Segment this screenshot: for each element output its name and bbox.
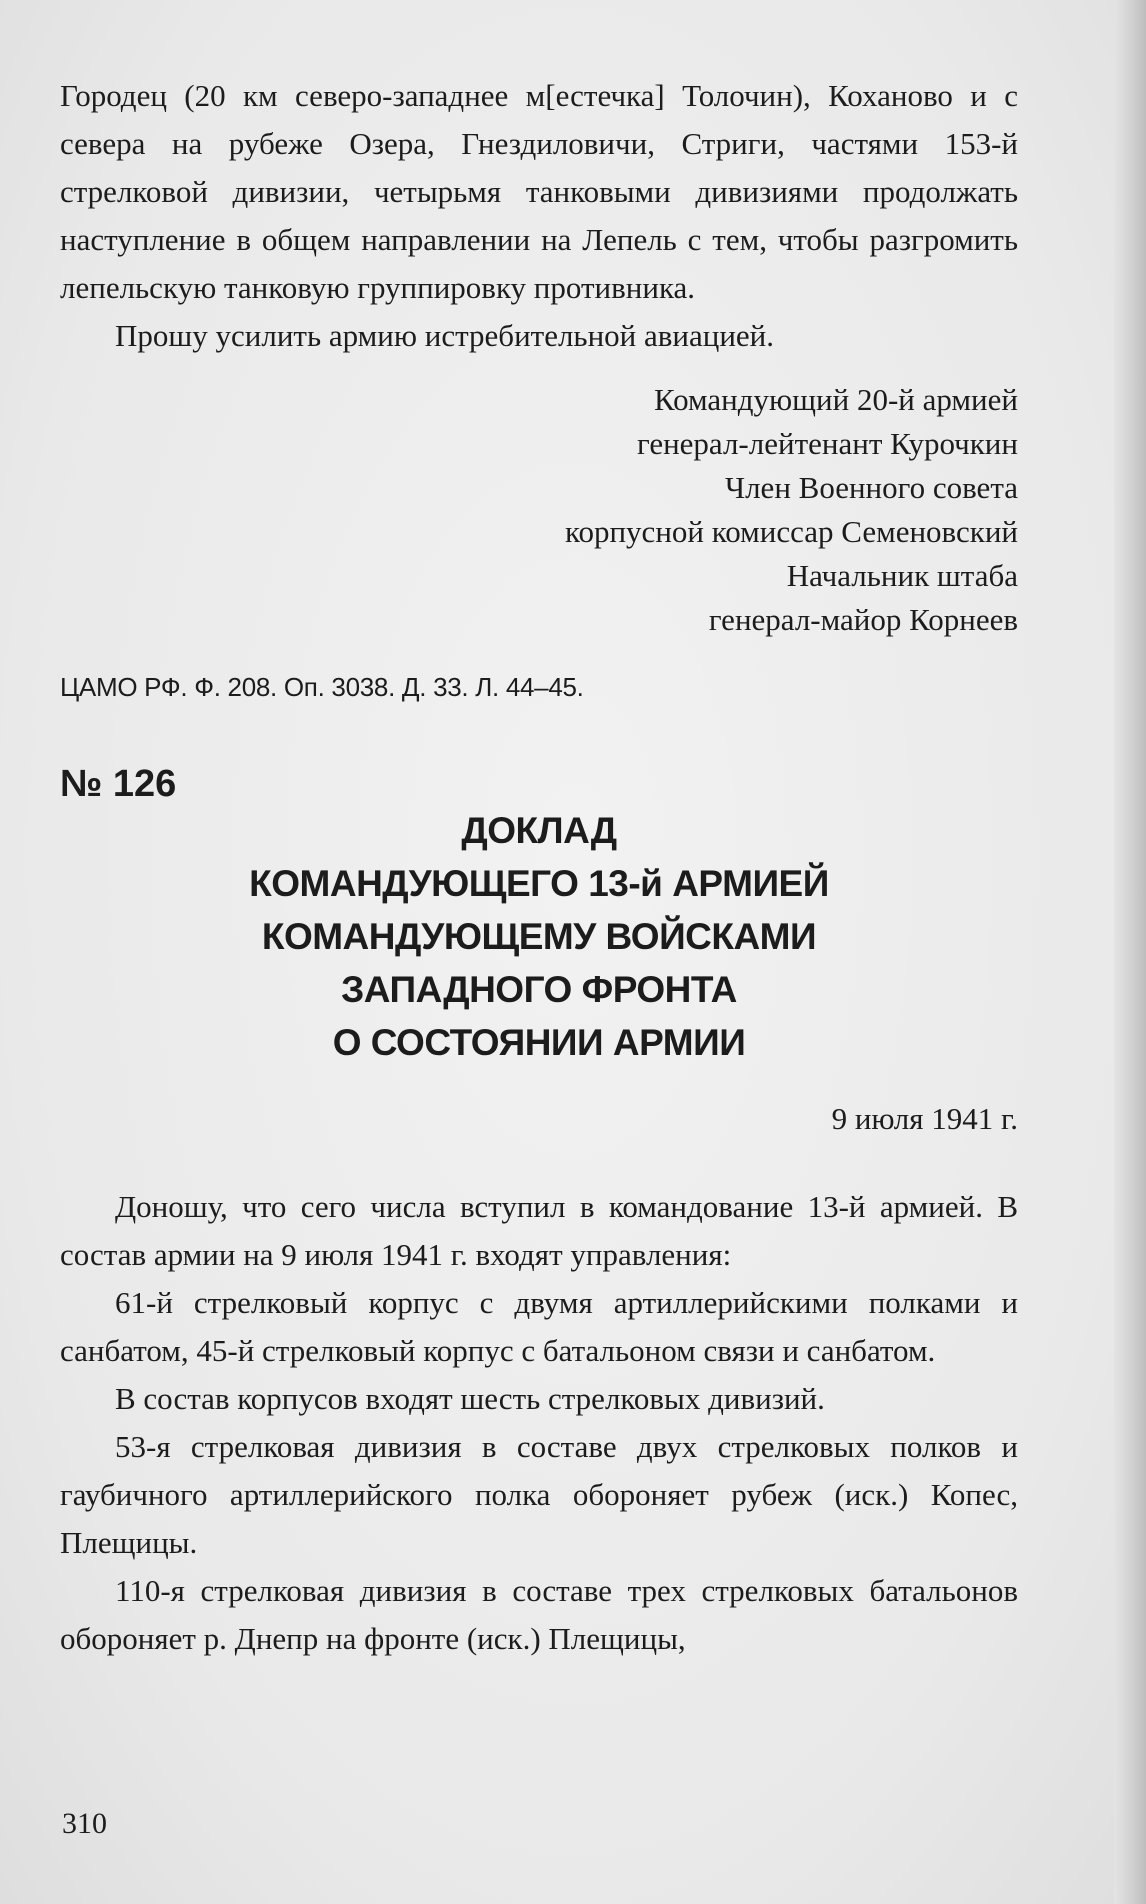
archive-reference: ЦАМО РФ. Ф. 208. Оп. 3038. Д. 33. Л. 44–45. xyxy=(60,672,584,702)
continuation-paragraph: Городец (20 км северо-западнее м[естечка] Толочин), Коханово и с севера на рубеже Озера, Гнездиловичи, Стриги, частями 153-й стрелковой дивизии, четырьмя танковыми дивизиями продолжать наступление в общем направлении на Лепель с тем, чтобы разгромить лепельскую танковую группировку противника. xyxy=(60,78,1018,305)
body-paragraph: В состав корпусов входят шесть стрелковых дивизий. xyxy=(115,1381,825,1416)
body-paragraph: 61-й стрелковый корпус с двумя артиллерийскими полками и санбатом, 45-й стрелковый корпус с батальоном связи и санбатом. xyxy=(60,1285,1018,1368)
title-line: О СОСТОЯНИИ АРМИИ xyxy=(332,1022,746,1063)
document-date: 9 июля 1941 г. xyxy=(831,1101,1018,1136)
title-line: ЗАПАДНОГО ФРОНТА xyxy=(341,969,737,1010)
title-line: КОМАНДУЮЩЕМУ ВОЙСКАМИ xyxy=(261,916,817,957)
body-paragraph: 110-я стрелковая дивизия в составе трех стрелковых батальонов обороняет р. Днепр на фронте (иск.) Плещицы, xyxy=(60,1573,1018,1656)
document-body xyxy=(60,1183,1018,1663)
request-paragraph: Прошу усилить армию истребительной авиацией. xyxy=(115,318,775,353)
page-content xyxy=(60,72,1018,1663)
signature-line: генерал-майор Корнеев xyxy=(708,602,1018,637)
signature-line: корпусной комиссар Семеновский xyxy=(564,514,1018,549)
signature-block xyxy=(60,378,1018,642)
body-paragraph: 53-я стрелковая дивизия в составе двух стрелковых полков и гаубичного артиллерийского полка обороняет рубеж (иск.) Копес, Плещицы. xyxy=(60,1429,1018,1560)
signature-line: Командующий 20-й армией xyxy=(653,382,1018,417)
page-number: 310 xyxy=(62,1807,107,1840)
title-line: КОМАНДУЮЩЕГО 13-й АРМИЕЙ xyxy=(249,863,829,904)
body-paragraph: Доношу, что сего числа вступил в командование 13-й армией. В состав армии на 9 июля 1941 г. входят управления: xyxy=(60,1189,1018,1272)
document-title xyxy=(60,804,1018,1069)
document-number: № 126 xyxy=(60,763,177,805)
signature-line: генерал-лейтенант Курочкин xyxy=(637,426,1018,461)
signature-line: Начальник штаба xyxy=(786,558,1018,593)
title-line: ДОКЛАД xyxy=(461,810,617,851)
signature-line: Член Военного совета xyxy=(724,470,1018,505)
page-edge-shadow xyxy=(1114,0,1146,1904)
